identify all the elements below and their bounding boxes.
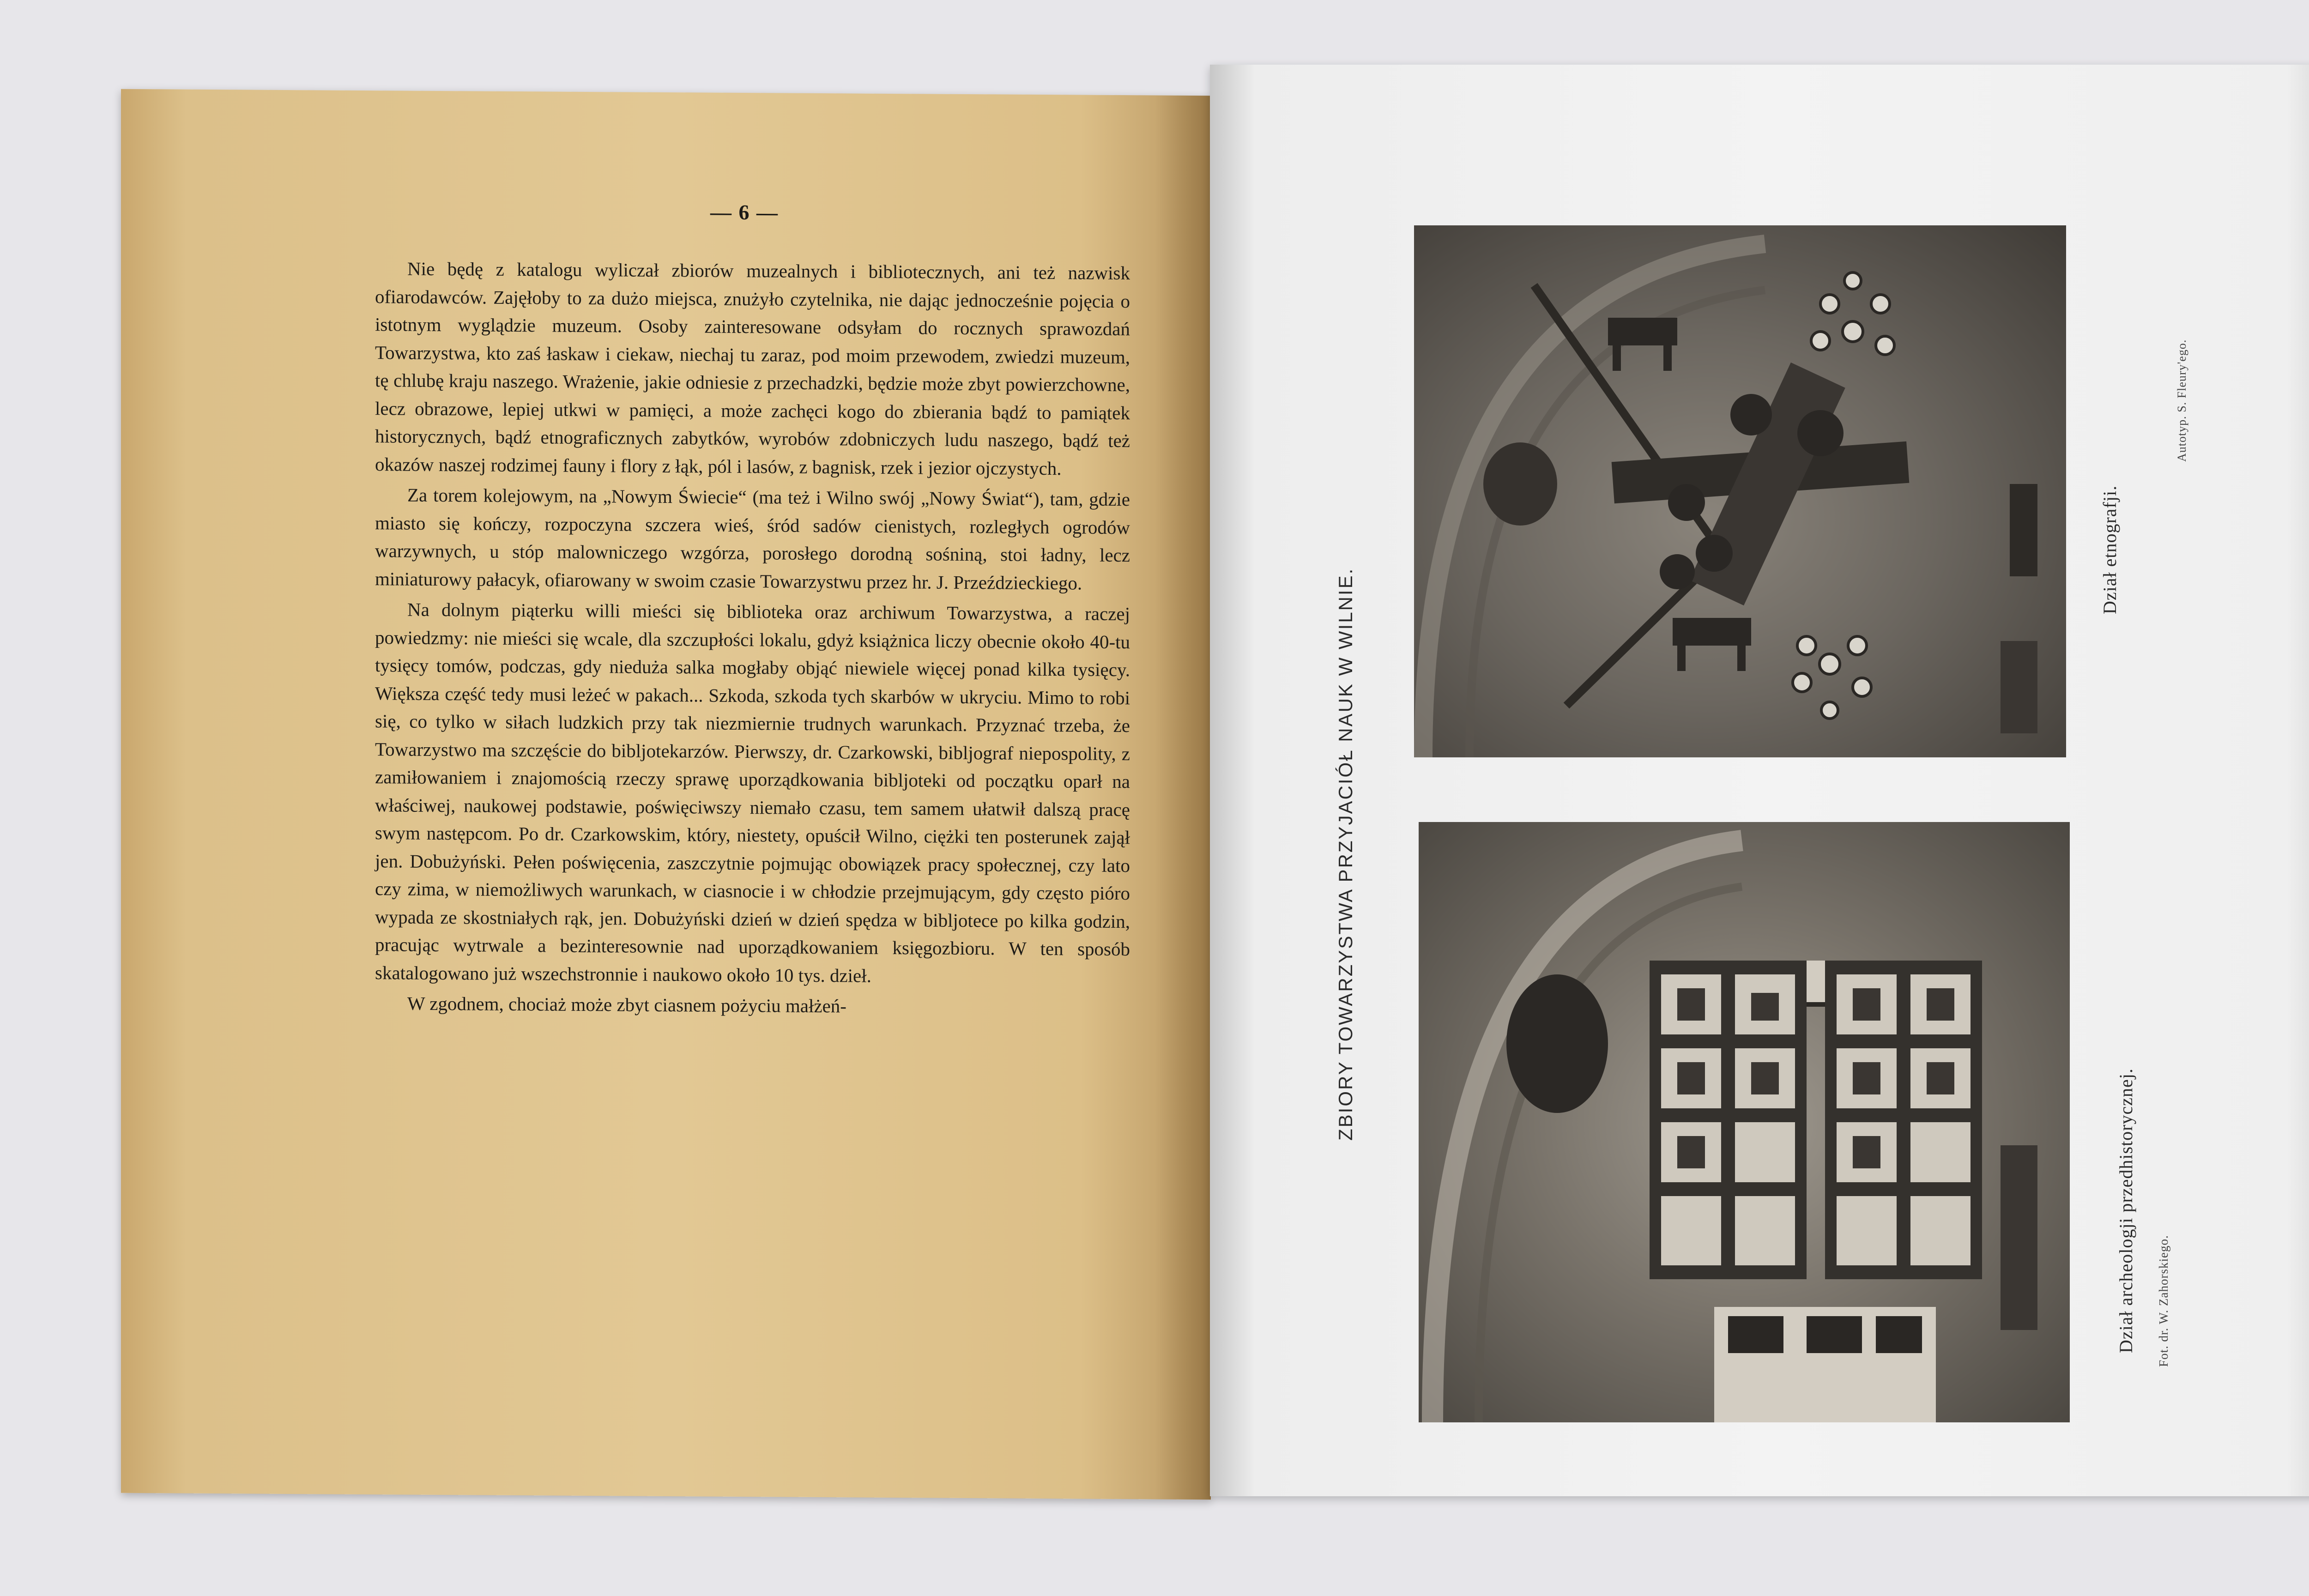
ethnography-credit: Autotyp. S. Fleury'ego.: [2175, 339, 2188, 462]
gutter-shadow: [1155, 95, 1211, 1499]
archaeology-photo-drawing: [1419, 822, 2070, 1422]
left-page: [121, 89, 1211, 1499]
collection-title: ZBIORY TOWARZYSTWA PRZYJACIÓŁ NAUK W WILNIE.: [1335, 567, 1356, 1141]
right-page: [1210, 65, 2309, 1496]
paragraph: W zgodnem, chociaż może zbyt ciasnem pożyciu małżeń-: [407, 992, 846, 1017]
archaeology-caption: Dział archeologji przedhistorycznej.: [2116, 1068, 2136, 1353]
archaeology-credit: Fot. dr. W. Zahorskiego.: [2157, 1235, 2170, 1367]
ethnography-caption: Dział etnografji.: [2099, 485, 2120, 614]
paragraph: Nie będę z katalogu wyliczał zbiorów muzealnych i bibliotecznych, ani też nazwisk ofiarodawców. Zajęłoby to za dużo miejsca, znużyło czytelnika, nie dając jednocześnie pojęcia o istotnym wyglądzie muzeum. Osoby zainteresowane odsyłam do rocznych sprawozdań Towarzystwa, kto zaś łaskaw i ciekaw, niechaj tu zaraz, pod moim przewodem, zwiedzi muzeum, tę chlubę kraju naszego. Wrażenie, jakie odniesie z przechadzki, będzie może zbyt powierzchowne, lecz obrazowe, lepiej utkwi w pamięci, a może zachęci kogo do zbierania bądź to pamiątek historycznych, bądź etnograficznych zabytków, wyrobów zdobniczych ludu naszego, bądź też okazów naszej rodzimej fauny i flory z łąk, pól i lasów, z bagnisk, rzek i jezior ojczystych.: [375, 258, 1130, 479]
ethnography-photo: [1414, 225, 2066, 757]
body-text: [375, 254, 1130, 1022]
paragraph: Za torem kolejowym, na „Nowym Świecie“ (ma też i Wilno swój „Nowy Świat“), tam, gdzie miasto się kończy, rozpoczyna szczera wieś, śród sadów cienistych, rozległych ogrodów warzywnych, u stóp malowniczego wzgórza, porosłego dorodną sośniną, stoi ładny, lecz miniaturowy pałacyk, ofiarowany w swoim czasie Towarzystwu przez hr. J. Przeździeckiego.: [375, 484, 1130, 594]
archaeology-photo: [1419, 822, 2070, 1422]
page-number: — 6 —: [710, 200, 779, 224]
paragraph: Na dolnym piąterku willi mieści się biblioteka oraz archiwum Towarzystwa, a raczej powiedzmy: nie mieści się wcale, dla szczupłości lokalu, gdyż książnica liczy obecnie około 40-tu tysięcy tomów, podczas, gdy nieduża salka mogłaby objąć niewiele więcej ponad kilka tysięcy. Większa część tedy musi leżeć w pakach... Szkoda, szkoda tych skarbów w ukryciu. Mimo to robi się, co tylko w siłach ludzkich przy tak niezmiernie trudnych warunkach. Przyznać trzeba, że Towarzystwo ma szczęście do bibljotekarzów. Pierwszy, dr. Czarkowski, bibljograf niepospolity, z zamiłowaniem i znajomością rzeczy sprawę uporządkowania bibljoteki od początku oparł na właściwej, naukowej podstawie, poświęciwszy niemało czasu, tem samem ułatwił dalszą pracę swym następcom. Po dr. Czarkowskim, który, niestety, opuścił Wilno, ciężki ten posterunek zajął jen. Dobużyński. Pełen poświęcenia, zaszczytnie pojmując obowiązek pracy społecznej, czy lato czy zima, w niemożliwych warunkach, w ciasnocie i w chłodzie przejmującym, gdy często pióro wypada ze skostniałych rąk, jen. Dobużyński dzień w dzień spędza w bibljotece po kilka godzin, pracując wytrwale a bezinteresownie nad uporządkowaniem księgozbioru. W ten sposób skatalogowano już wszechstronnie i naukowo około 10 tys. dzieł.: [375, 598, 1130, 986]
ethnography-photo-drawing: [1414, 225, 2066, 757]
